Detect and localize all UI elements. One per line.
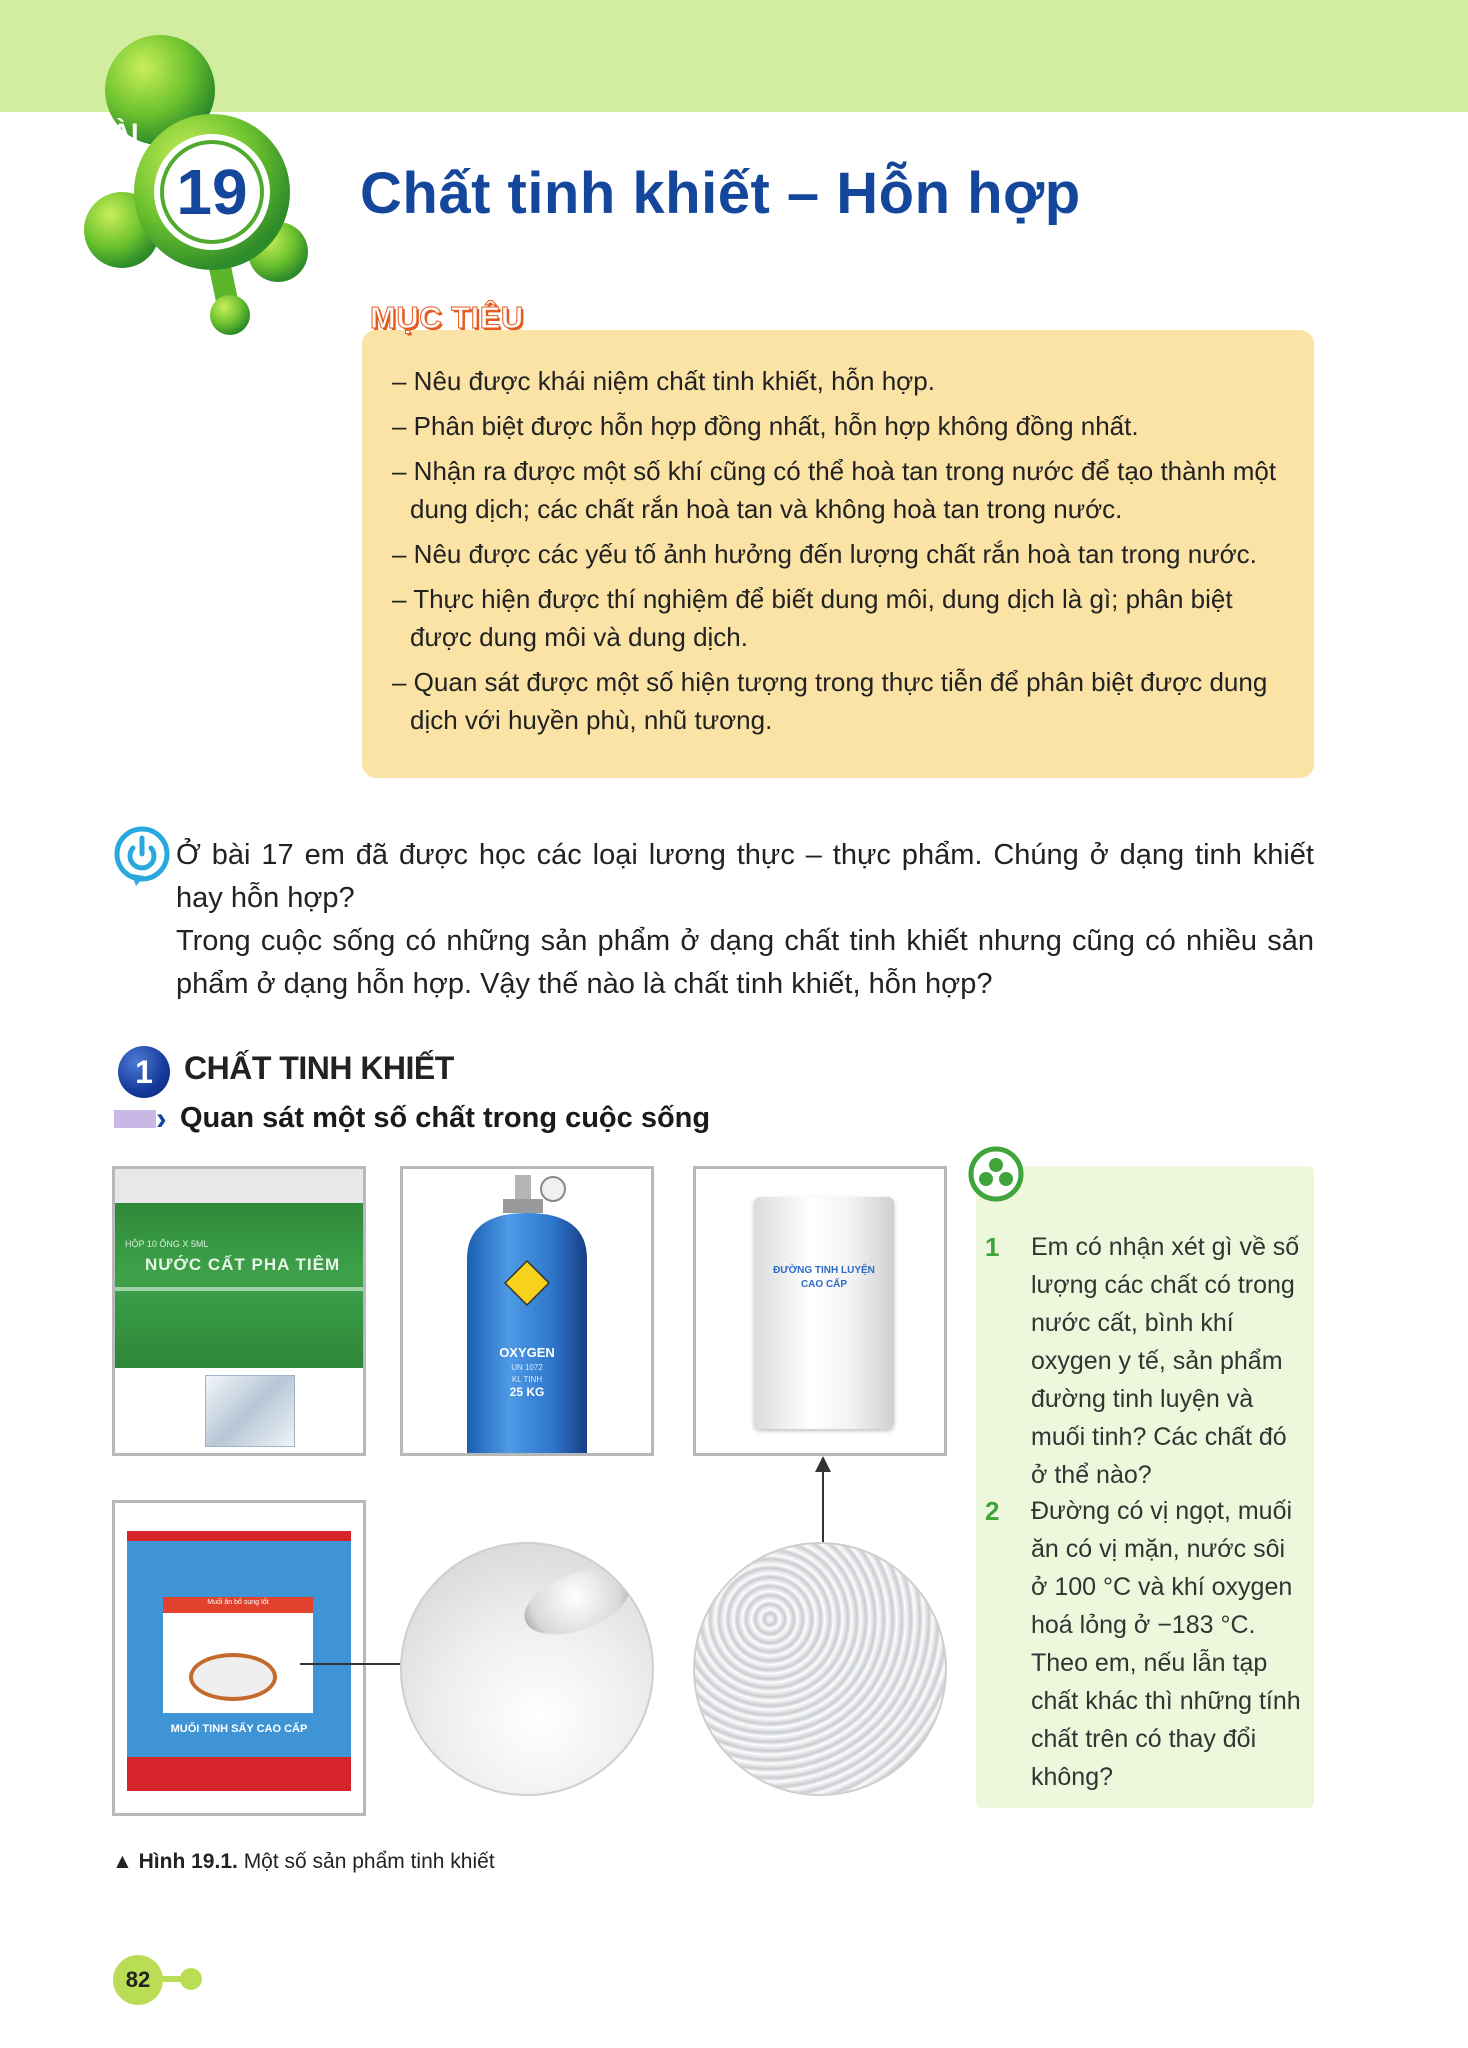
section-title: CHẤT TINH KHIẾT xyxy=(184,1050,454,1086)
chevron-right-icon: › xyxy=(156,1100,167,1136)
lesson-label: BÀI xyxy=(92,118,139,148)
subsection-arrow-bar xyxy=(114,1110,156,1128)
question-text: Em có nhận xét gì về số lượng các chất có trong nước cất, bình khí oxygen y tế, sản phẩm đường tinh luyện và muối tinh? Các chất đó ở thể nào? xyxy=(1031,1233,1300,1489)
objective-item: – Thực hiện được thí nghiệm để biết dung môi, dung dịch là gì; phân biệt được dung môi và dung dịch. xyxy=(392,584,1233,652)
intro-paragraph: Trong cuộc sống có những sản phẩm ở dạng chất tinh khiết nhưng cũng có nhiều sản phẩm ở dạng hỗn hợp. Vậy thế nào là chất tinh khiết, hỗn hợp? xyxy=(176,925,1314,1000)
connector-line xyxy=(300,1663,404,1665)
sugar-label-line1: ĐƯỜNG TINH LUYỆN xyxy=(773,1265,875,1276)
sugar-bag xyxy=(754,1197,894,1429)
intro-paragraph: Ở bài 17 em đã được học các loại lương thực – thực phẩm. Chúng ở dạng tinh khiết hay hỗn hợp? xyxy=(176,839,1314,914)
objective-item: – Nhận ra được một số khí cũng có thể hoà tan trong nước để tạo thành một dung dịch; các chất rắn hoà tan và không hoà tan trong nước. xyxy=(392,456,1277,524)
salt-bag xyxy=(127,1531,351,1791)
lesson-number: 19 xyxy=(176,156,248,228)
section-number-badge: 1 xyxy=(118,1046,170,1098)
objective-item: – Nêu được khái niệm chất tinh khiết, hỗn hợp. xyxy=(392,366,935,396)
caption-label: Hình 19.1. xyxy=(138,1850,238,1873)
photo-sugar-bag xyxy=(693,1166,947,1456)
subsection-title: Quan sát một số chất trong cuộc sống xyxy=(180,1102,711,1134)
ampoule-tray xyxy=(205,1375,295,1447)
oxygen-mass-label: KL TỊNH xyxy=(511,1375,543,1384)
oxygen-un: UN 1072 xyxy=(511,1363,543,1372)
power-start-icon xyxy=(114,826,170,890)
salt-closeup-circle xyxy=(400,1542,654,1796)
group-discussion-icon xyxy=(968,1146,1024,1202)
caption-text: Một số sản phẩm tinh khiết xyxy=(243,1850,495,1873)
water-box-label: NƯỚC CẤT PHA TIÊM xyxy=(145,1255,341,1274)
objectives-label: MỤC TIÊU xyxy=(370,300,524,335)
spoon-salt-icon xyxy=(189,1653,277,1701)
triangle-icon: ▲ xyxy=(112,1850,133,1873)
page-title: Chất tinh khiết – Hỗn hợp xyxy=(360,161,1081,226)
objective-item: – Quan sát được một số hiện tượng trong thực tiễn để phân biệt được dung dịch với huyền phù, nhũ tương. xyxy=(392,667,1268,735)
oxygen-label: OXYGEN xyxy=(499,1345,555,1360)
spoon-icon xyxy=(516,1557,639,1647)
question-block xyxy=(985,1228,1305,1494)
page-number-dot xyxy=(180,1968,202,1990)
salt-bag-label-panel xyxy=(163,1597,313,1713)
intro-text xyxy=(176,834,1314,1006)
objectives-list xyxy=(392,362,1297,746)
oxygen-cylinder-icon xyxy=(403,1169,651,1453)
question-block xyxy=(985,1492,1305,1796)
figure-caption xyxy=(112,1850,495,1874)
question-number: 1 xyxy=(985,1232,1000,1262)
photo-salt-bag xyxy=(112,1500,366,1816)
page-number-connector xyxy=(160,1976,182,1982)
arrow-up-icon xyxy=(815,1456,831,1472)
sugar-closeup-circle xyxy=(693,1542,947,1796)
photo-distilled-water xyxy=(112,1166,366,1456)
salt-tag: Muối ăn bổ sung Iốt xyxy=(207,1599,269,1606)
question-number: 2 xyxy=(985,1496,1000,1526)
question-text: Đường có vị ngọt, muối ăn có vị mặn, nước sôi ở 100 °C và khí oxygen hoá lỏng ở −183 °C. Theo em, nếu lẫn tạp chất khác thì những tính chất trên có thay đổi không? xyxy=(1031,1497,1301,1791)
salt-label: MUỐI TINH SẤY CAO CẤP xyxy=(170,1723,308,1735)
water-box-small-text: HỘP 10 ỐNG X 5ML xyxy=(125,1239,209,1249)
oxygen-mass: 25 KG xyxy=(509,1385,545,1399)
sugar-label-line2: CAO CẤP xyxy=(800,1279,848,1290)
photo-oxygen-cylinder xyxy=(400,1166,654,1456)
objective-item: – Phân biệt được hỗn hợp đồng nhất, hỗn hợp không đồng nhất. xyxy=(392,411,1139,441)
arrow-up-line xyxy=(822,1470,824,1542)
objective-item: – Nêu được các yếu tố ảnh hưởng đến lượng chất rắn hoà tan trong nước. xyxy=(392,539,1257,569)
page-number: 82 xyxy=(113,1955,163,2005)
